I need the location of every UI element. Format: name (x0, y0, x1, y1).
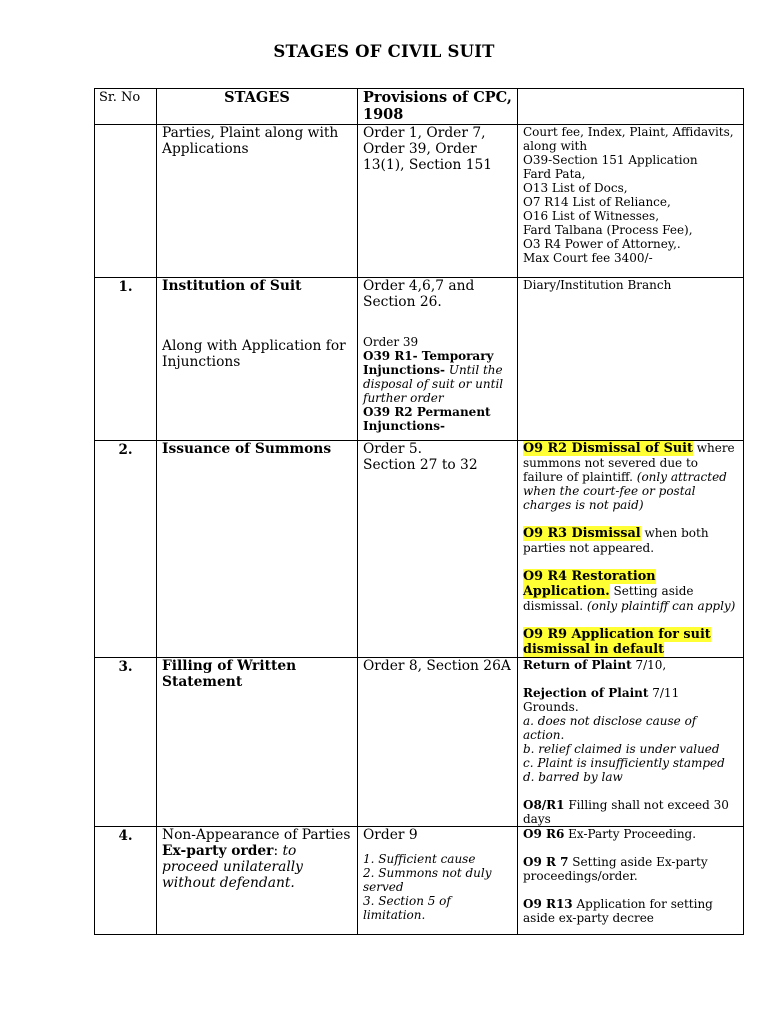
table-row (95, 125, 744, 278)
stages-table (94, 88, 744, 935)
header-provisions: Provisions of CPC, 1908 (358, 89, 518, 125)
row4-num: 4. (95, 827, 157, 935)
row2-num: 2. (95, 441, 157, 658)
row1-provision: Order 4,6,7 and Section 26. Order 39 O39 R1- Temporary Injunctions- Until the disposal of suit or until further order O39 R2 Permanent Injunctions- (358, 278, 518, 441)
table-header-row (95, 89, 744, 125)
row1-stage-sub: Along with Application for Injunctions (162, 338, 346, 370)
row3-provision: Order 8, Section 26A (358, 658, 518, 827)
row4-stage: Non-Appearance of Parties Ex-party order: to proceed unilaterally without defendant. (157, 827, 358, 935)
row0-num (95, 125, 157, 278)
row3-notes: Return of Plaint 7/10, Rejection of Plaint 7/11 Grounds. a. does not disclose cause of action. b. relief claimed is under valued c. Plaint is insufficiently stamped d. barred by law O8/R1 Filling shall not exceed 30 days (518, 658, 744, 827)
row1-stage-title: Institution of Suit (162, 278, 302, 294)
row2-stage: Issuance of Summons (157, 441, 358, 658)
row4-notes: O9 R6 Ex-Party Proceeding. O9 R 7 Setting aside Ex-party proceedings/order. O9 R13 Application for setting aside ex-party decree (518, 827, 744, 935)
table-row (95, 278, 744, 441)
row1-notes: Diary/Institution Branch (518, 278, 744, 441)
row0-stage: Parties, Plaint along with Applications (157, 125, 358, 278)
row2-provision: Order 5. Section 27 to 32 (358, 441, 518, 658)
table-row (95, 441, 744, 658)
table-row (95, 658, 744, 827)
row1-stage (157, 278, 358, 441)
row4-provision: Order 9 1. Sufficient cause 2. Summons not duly served 3. Section 5 of limitation. (358, 827, 518, 935)
row2-notes: O9 R2 Dismissal of Suit where summons not severed due to failure of plaintiff. (only attracted when the court-fee or postal charges is not paid) O9 R3 Dismissal when both parties not appeared. O9 R4 Restoration Application. Setting aside dismissal. (only plaintiff can apply) O9 R9 Application for suit dismissal in default (518, 441, 744, 658)
row0-notes: Court fee, Index, Plaint, Affidavits, along with O39-Section 151 Application Fard Pata, O13 List of Docs, O7 R14 List of Reliance, O16 List of Witnesses, Fard Talbana (Process Fee), O3 R4 Power of Attorney,. Max Court fee 3400/- (518, 125, 744, 278)
table-row (95, 827, 744, 935)
page-title: STAGES OF CIVIL SUIT (273, 42, 495, 61)
row3-num: 3. (95, 658, 157, 827)
row1-num: 1. (95, 278, 157, 441)
row3-stage: Filling of Written Statement (157, 658, 358, 827)
header-notes (518, 89, 744, 125)
header-stages: STAGES (157, 89, 358, 125)
header-srno: Sr. No (95, 89, 157, 125)
row0-provision: Order 1, Order 7, Order 39, Order 13(1), Section 151 (358, 125, 518, 278)
